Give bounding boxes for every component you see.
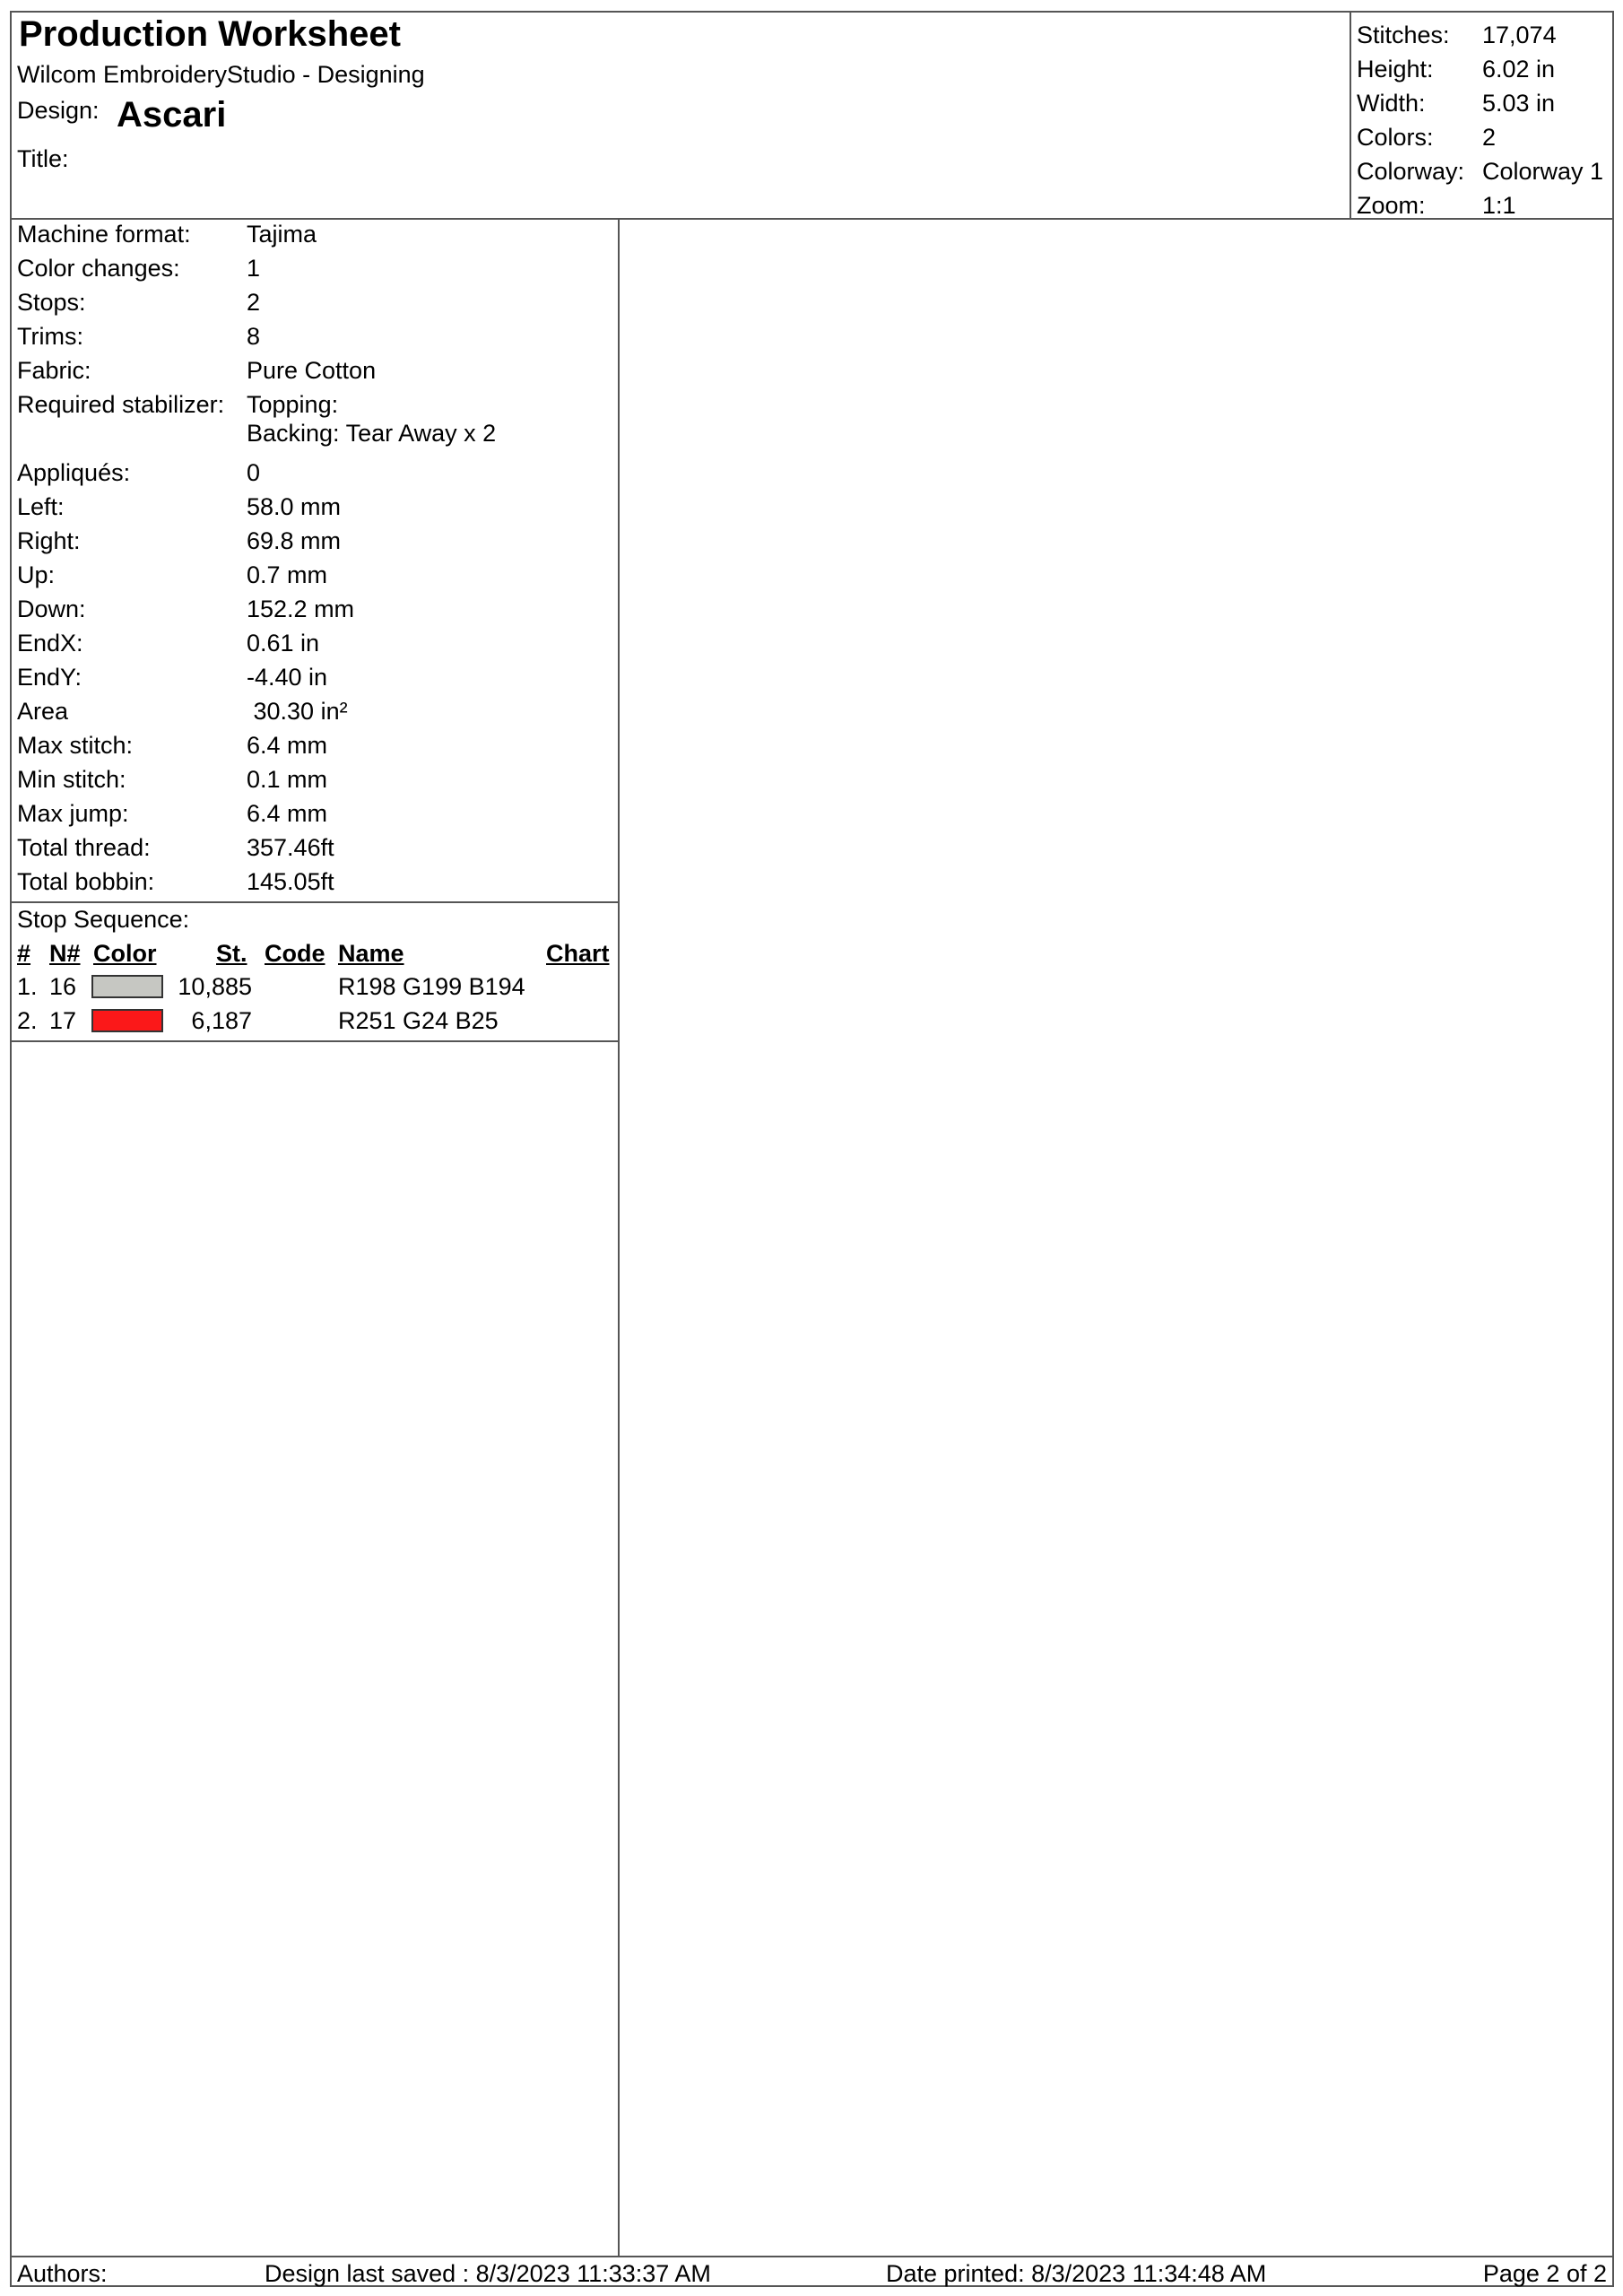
info-value: 145.05ft [247,868,334,895]
info-value: 30.30 in² [247,698,348,725]
stat-label: Colorway: [1357,158,1465,185]
design-name: Ascari [117,95,227,135]
stats-divider [1350,13,1351,219]
software-subtitle: Wilcom EmbroideryStudio - Designing [17,61,425,88]
stat-label: Stitches: [1357,22,1450,48]
title-label: Title: [17,145,69,172]
footer-date-printed: Date printed: 8/3/2023 11:34:48 AM [886,2260,1267,2287]
info-label: Right: [17,527,81,554]
row-needle: 17 [49,1007,77,1034]
info-value: 0.7 mm [247,561,328,588]
worksheet-page [10,11,1614,2287]
info-value: 1 [247,255,261,282]
stat-value: Colorway 1 [1482,158,1604,185]
info-value: 2 [247,289,261,316]
info-value: 6.4 mm [247,800,328,827]
info-label: Max stitch: [17,732,134,759]
stop-sequence-divider [12,901,618,903]
info-label: EndY: [17,664,82,691]
row-num: 1. [17,973,38,1000]
stat-label: Colors: [1357,124,1434,151]
info-label: Max jump: [17,800,129,827]
info-value: 0.61 in [247,630,320,657]
footer-last-saved: Design last saved : 8/3/2023 11:33:37 AM [265,2260,711,2287]
info-label: Up: [17,561,56,588]
row-name: R198 G199 B194 [338,973,525,1000]
col-header-color: Color [93,940,157,967]
row-stitches: 10,885 [178,973,252,1000]
row-stitches: 6,187 [191,1007,252,1034]
stat-value: 5.03 in [1482,90,1556,117]
info-label: Color changes: [17,255,180,282]
info-value: 152.2 mm [247,596,355,622]
stat-label: Zoom: [1357,192,1426,219]
info-label: Area [17,698,69,725]
info-label: Trims: [17,323,83,350]
row-name: R251 G24 B25 [338,1007,499,1034]
stat-label: Height: [1357,56,1434,83]
col-header-stitches: St. [216,940,247,967]
info-label: Required stabilizer: [17,391,225,418]
info-value: 357.46ft [247,834,334,861]
footer-page-number: Page 2 of 2 [1482,2260,1607,2287]
info-value: Topping: [247,391,339,418]
col-header-chart: Chart [546,940,610,967]
stop-sequence-title: Stop Sequence: [17,906,190,933]
design-label: Design: [17,97,100,124]
stop-sequence-bottom-divider [12,1040,618,1042]
footer-divider [12,2256,1612,2257]
info-value: 6.4 mm [247,732,328,759]
col-header-code: Code [265,940,325,967]
row-needle: 16 [49,973,77,1000]
info-label: Machine format: [17,221,191,248]
row-num: 2. [17,1007,38,1034]
stat-value: 1:1 [1482,192,1516,219]
info-label: Left: [17,493,65,520]
info-label: EndX: [17,630,83,657]
info-value: Pure Cotton [247,357,377,384]
column-divider [618,219,620,2257]
stat-value: 17,074 [1482,22,1557,48]
info-label: Min stitch: [17,766,126,793]
info-value: 8 [247,323,261,350]
info-value: 0.1 mm [247,766,328,793]
col-header-needle: N# [49,940,81,967]
info-label: Fabric: [17,357,91,384]
info-label: Stops: [17,289,86,316]
col-header-name: Name [338,940,404,967]
info-label: Appliqués: [17,459,131,486]
info-label: Total bobbin: [17,868,155,895]
info-label: Total thread: [17,834,151,861]
page-title: Production Worksheet [19,14,401,54]
stat-value: 2 [1482,124,1497,151]
stat-value: 6.02 in [1482,56,1556,83]
info-value: -4.40 in [247,664,328,691]
info-value: 58.0 mm [247,493,342,520]
col-header-num: # [17,940,31,967]
stat-label: Width: [1357,90,1426,117]
info-label: Down: [17,596,86,622]
info-value: 69.8 mm [247,527,342,554]
info-value: Backing: Tear Away x 2 [247,420,497,447]
info-value: 0 [247,459,261,486]
footer-authors: Authors: [17,2260,108,2287]
info-value: Tajima [247,221,317,248]
